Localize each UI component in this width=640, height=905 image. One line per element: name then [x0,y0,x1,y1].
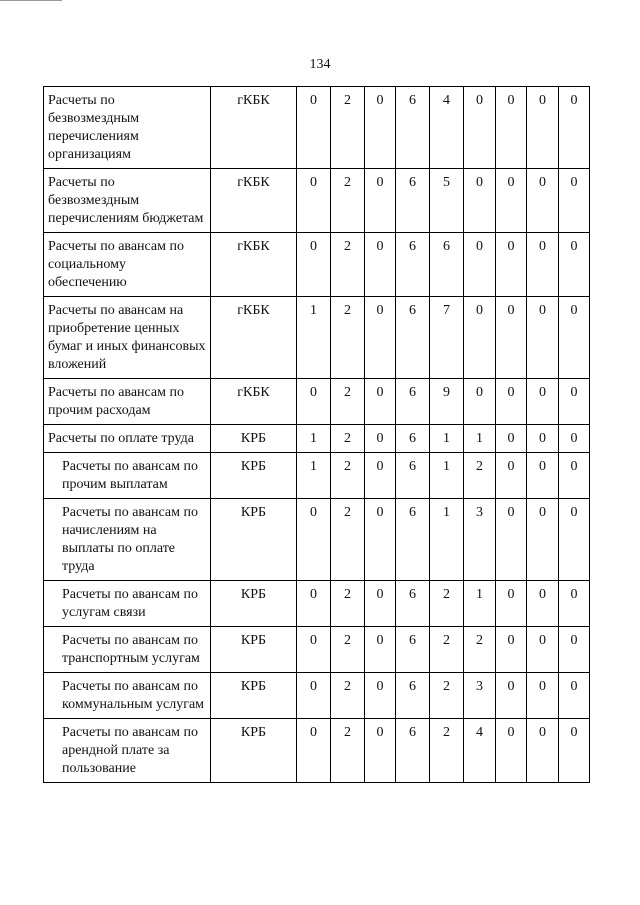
account-digit-cell: 0 [464,169,496,233]
account-digit-cell: 0 [527,379,559,425]
account-digit-cell: 0 [559,499,590,581]
account-digit-cell: 6 [396,627,430,673]
account-digit-cell: 2 [331,379,365,425]
account-digit-cell: 6 [396,87,430,169]
code-type-cell: гКБК [211,379,297,425]
code-type-cell: гКБК [211,297,297,379]
accounts-table [43,86,590,783]
account-digit-cell: 0 [365,425,396,453]
account-digit-cell: 2 [331,453,365,499]
account-digit-cell: 0 [297,627,331,673]
account-name-cell: Расчеты по авансам по прочим выплатам [44,453,211,499]
account-digit-cell: 2 [331,297,365,379]
account-digit-cell: 0 [496,169,527,233]
account-digit-cell: 6 [396,581,430,627]
account-digit-cell: 0 [496,719,527,783]
account-digit-cell: 0 [527,87,559,169]
code-type-cell: гКБК [211,233,297,297]
account-name-cell: Расчеты по авансам по услугам связи [44,581,211,627]
account-digit-cell: 0 [527,581,559,627]
code-type-cell: КРБ [211,499,297,581]
account-digit-cell: 0 [559,169,590,233]
account-name-cell: Расчеты по оплате труда [44,425,211,453]
account-digit-cell: 0 [527,499,559,581]
account-digit-cell: 2 [430,673,464,719]
table-row [44,453,590,499]
account-digit-cell: 0 [559,233,590,297]
account-digit-cell: 2 [331,719,365,783]
account-digit-cell: 0 [496,297,527,379]
account-digit-cell: 0 [496,499,527,581]
account-digit-cell: 6 [396,379,430,425]
account-digit-cell: 0 [365,379,396,425]
account-digit-cell: 0 [297,169,331,233]
code-type-cell: КРБ [211,581,297,627]
account-digit-cell: 2 [430,627,464,673]
account-digit-cell: 2 [331,233,365,297]
account-digit-cell: 0 [527,233,559,297]
account-digit-cell: 6 [430,233,464,297]
account-digit-cell: 0 [496,581,527,627]
account-digit-cell: 6 [396,719,430,783]
accounts-table-body [44,87,590,783]
table-row [44,719,590,783]
account-name-cell: Расчеты по безвозмездным перечислениям бюджетам [44,169,211,233]
account-digit-cell: 0 [365,87,396,169]
account-digit-cell: 0 [365,719,396,783]
account-name-cell: Расчеты по авансам по прочим расходам [44,379,211,425]
account-digit-cell: 0 [527,297,559,379]
account-digit-cell: 0 [297,673,331,719]
account-digit-cell: 1 [430,499,464,581]
account-digit-cell: 0 [365,297,396,379]
account-digit-cell: 0 [527,169,559,233]
account-digit-cell: 0 [496,453,527,499]
account-digit-cell: 6 [396,673,430,719]
account-digit-cell: 0 [527,453,559,499]
code-type-cell: КРБ [211,673,297,719]
account-digit-cell: 0 [464,87,496,169]
account-digit-cell: 0 [365,453,396,499]
account-digit-cell: 6 [396,169,430,233]
account-digit-cell: 4 [464,719,496,783]
table-row [44,673,590,719]
account-name-cell: Расчеты по авансам на приобретение ценных бумаг и иных финансовых вложений [44,297,211,379]
account-digit-cell: 4 [430,87,464,169]
account-digit-cell: 0 [559,453,590,499]
scan-corner-mark [0,0,62,1]
account-digit-cell: 2 [331,169,365,233]
account-digit-cell: 0 [559,425,590,453]
code-type-cell: КРБ [211,425,297,453]
account-digit-cell: 0 [559,87,590,169]
table-row [44,499,590,581]
account-digit-cell: 0 [297,581,331,627]
account-digit-cell: 0 [527,425,559,453]
code-type-cell: гКБК [211,169,297,233]
table-row [44,233,590,297]
account-digit-cell: 0 [365,627,396,673]
account-name-cell: Расчеты по авансам по начислениям на выплаты по оплате труда [44,499,211,581]
account-digit-cell: 6 [396,297,430,379]
account-digit-cell: 2 [331,673,365,719]
page-number: 134 [309,57,331,72]
account-digit-cell: 2 [430,719,464,783]
account-digit-cell: 0 [464,233,496,297]
account-digit-cell: 1 [430,453,464,499]
account-digit-cell: 3 [464,499,496,581]
account-digit-cell: 0 [496,87,527,169]
account-digit-cell: 0 [559,581,590,627]
account-digit-cell: 0 [496,627,527,673]
account-digit-cell: 1 [464,425,496,453]
account-digit-cell: 1 [297,425,331,453]
account-digit-cell: 0 [496,425,527,453]
account-digit-cell: 0 [559,379,590,425]
account-digit-cell: 2 [464,627,496,673]
account-digit-cell: 0 [559,673,590,719]
table-row [44,627,590,673]
account-name-cell: Расчеты по авансам по транспортным услугам [44,627,211,673]
account-digit-cell: 2 [331,581,365,627]
account-digit-cell: 2 [331,87,365,169]
account-digit-cell: 0 [297,499,331,581]
table-row [44,425,590,453]
account-digit-cell: 6 [396,233,430,297]
account-digit-cell: 1 [430,425,464,453]
account-name-cell: Расчеты по безвозмездным перечислениям организациям [44,87,211,169]
account-digit-cell: 6 [396,453,430,499]
account-digit-cell: 1 [297,297,331,379]
code-type-cell: КРБ [211,719,297,783]
account-digit-cell: 0 [496,673,527,719]
account-digit-cell: 1 [464,581,496,627]
account-digit-cell: 0 [297,719,331,783]
account-digit-cell: 2 [331,425,365,453]
account-digit-cell: 0 [297,233,331,297]
account-digit-cell: 7 [430,297,464,379]
account-digit-cell: 0 [365,581,396,627]
account-digit-cell: 2 [331,627,365,673]
account-digit-cell: 0 [527,719,559,783]
account-digit-cell: 0 [559,627,590,673]
account-digit-cell: 0 [297,87,331,169]
account-name-cell: Расчеты по авансам по арендной плате за пользование [44,719,211,783]
code-type-cell: КРБ [211,453,297,499]
account-digit-cell: 9 [430,379,464,425]
account-digit-cell: 0 [365,233,396,297]
account-digit-cell: 0 [559,719,590,783]
account-digit-cell: 3 [464,673,496,719]
table-row [44,581,590,627]
account-digit-cell: 0 [464,297,496,379]
account-digit-cell: 0 [559,297,590,379]
account-digit-cell: 2 [430,581,464,627]
account-digit-cell: 6 [396,425,430,453]
table-row [44,297,590,379]
code-type-cell: гКБК [211,87,297,169]
account-digit-cell: 0 [496,233,527,297]
account-name-cell: Расчеты по авансам по социальному обеспечению [44,233,211,297]
table-row [44,87,590,169]
account-digit-cell: 0 [365,673,396,719]
table-row [44,169,590,233]
account-digit-cell: 0 [464,379,496,425]
account-digit-cell: 0 [496,379,527,425]
account-digit-cell: 2 [331,499,365,581]
account-digit-cell: 2 [464,453,496,499]
account-digit-cell: 0 [365,169,396,233]
account-digit-cell: 6 [396,499,430,581]
account-name-cell: Расчеты по авансам по коммунальным услугам [44,673,211,719]
account-digit-cell: 0 [365,499,396,581]
account-digit-cell: 0 [527,673,559,719]
account-digit-cell: 0 [297,379,331,425]
code-type-cell: КРБ [211,627,297,673]
account-digit-cell: 0 [527,627,559,673]
account-digit-cell: 5 [430,169,464,233]
table-row [44,379,590,425]
account-digit-cell: 1 [297,453,331,499]
